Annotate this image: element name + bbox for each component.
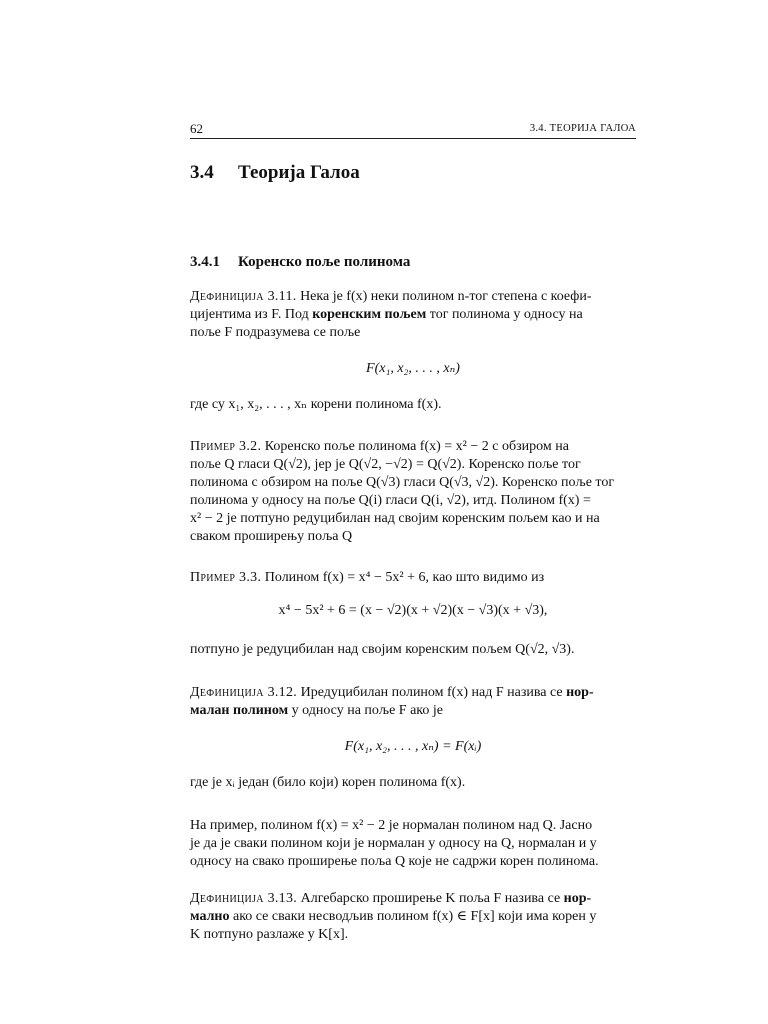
definition-3-12: [190, 684, 636, 720]
equation-root-field: F(x₁, x₂, . . . , xₙ): [366, 361, 460, 376]
definition-3-12-after: где је xᵢ један (било који) корен полинома f(x).: [190, 775, 466, 790]
definition-label: Дефиниција 3.13.: [190, 891, 298, 906]
page-number: 62: [190, 121, 203, 136]
line: [190, 288, 636, 306]
running-header: 3.4. ТЕОРИЈА ГАЛОА: [529, 123, 636, 134]
example-3-3: [190, 569, 636, 587]
example-3-2: [190, 438, 636, 546]
equation-factorization: x⁴ − 5x² + 6 = (x − √2)(x + √2)(x − √3)(x + √3),: [278, 603, 548, 618]
text: Нека је f(x) неки полином n-тог степена с коефи-: [300, 289, 592, 304]
term-bold: нор-: [566, 685, 594, 700]
line: је да је сваки полином који је нормалан у односу на Q, нормалан и у: [190, 836, 597, 851]
text: Коренско поље полинома f(x) = x² − 2 с обзиром на: [264, 439, 569, 454]
line: K потпуно разлаже у K[x].: [190, 927, 349, 942]
definition-3-11-after: где су x₁, x₂, . . . , xₙ корени полинома f(x).: [190, 397, 442, 412]
text: цијентима из F. Под: [190, 307, 313, 322]
term-bold: малан полином: [190, 703, 289, 718]
line: [190, 890, 636, 908]
definition-3-13: [190, 890, 636, 944]
line: поље Q гласи Q(√2), јер је Q(√2, −√2) = Q(√2). Коренско поље тог: [190, 457, 581, 472]
header-rule: [190, 138, 636, 139]
line: [190, 702, 636, 720]
text: Алгебарско проширење K поља F назива се: [300, 891, 564, 906]
section-title: Теорија Галоа: [238, 162, 360, 183]
text: Иредуцибилан полином f(x) над F назива се: [300, 685, 567, 700]
subsection-title: Коренско поље полинома: [238, 254, 411, 270]
term-bold: нор-: [563, 891, 592, 906]
line: сваком проширењу поља Q: [190, 529, 353, 544]
section-number: 3.4: [190, 162, 214, 183]
example-label: Пример 3.3.: [190, 570, 262, 585]
line: полинома с обзиром на поље Q(√3) гласи Q(√3, √2). Коренско поље тог: [190, 475, 615, 490]
line: [190, 306, 636, 324]
line: [190, 908, 636, 926]
line: x² − 2 је потпуно редуцибилан над својим коренским пољем као и на: [190, 511, 600, 526]
definition-label: Дефиниција 3.12.: [190, 685, 298, 700]
text: тог полинома у односу на: [426, 307, 583, 322]
term-bold: коренским пољем: [312, 307, 427, 322]
example-label: Пример 3.2.: [190, 439, 262, 454]
line: односу на свако проширење поља Q које не садржи корен полинома.: [190, 854, 599, 869]
example-3-3-after: потпуно је редуцибилан над својим коренским пољем Q(√2, √3).: [190, 642, 575, 657]
line: [190, 569, 636, 587]
subsection-number: 3.4.1: [190, 254, 220, 270]
equation-normal: F(x₁, x₂, . . . , xₙ) = F(xᵢ): [344, 739, 482, 754]
line: [190, 684, 636, 702]
text: ако се сваки несводљив полином f(x) ∈ F[x] који има корен у: [229, 909, 597, 924]
subsection-heading: [190, 254, 410, 271]
text: у односу на поље F ако је: [288, 703, 443, 718]
definition-3-11: [190, 288, 636, 342]
line: [190, 438, 636, 456]
definition-label: Дефиниција 3.11.: [190, 289, 297, 304]
text: поље F подразумева се поље: [190, 325, 361, 340]
line: полинома у односу на поље Q(i) гласи Q(i, √2), итд. Полином f(x) =: [190, 493, 591, 508]
section-heading: [190, 162, 360, 184]
line: [190, 324, 636, 342]
term-bold: мално: [190, 909, 230, 924]
line: На пример, полином f(x) = x² − 2 је нормалан полином над Q. Јасно: [190, 818, 593, 833]
text: Полином f(x) = x⁴ − 5x² + 6, као што видимо из: [264, 570, 545, 585]
remark-paragraph: [190, 817, 636, 871]
